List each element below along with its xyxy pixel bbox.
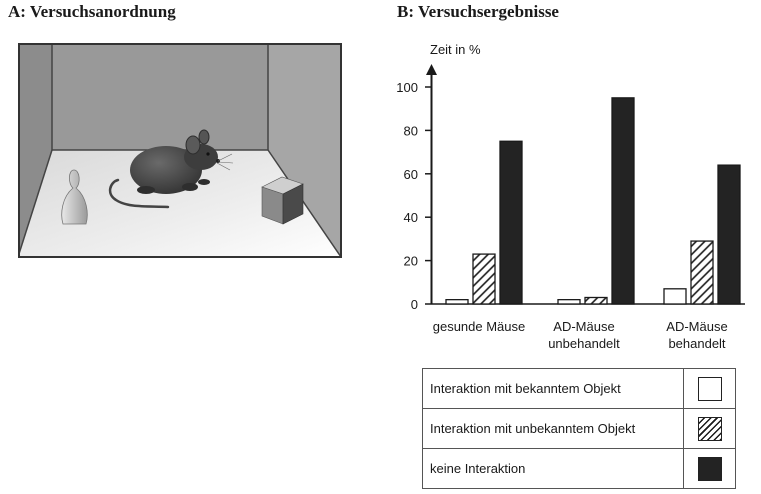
legend-label-none: keine Interaktion	[423, 449, 684, 489]
x-tick-label: gesunde Mäuse	[432, 319, 526, 334]
legend-swatch-hatched	[698, 417, 722, 441]
y-tick-label: 40	[403, 210, 418, 226]
y-tick-label: 20	[403, 253, 418, 269]
y-tick-label: 60	[403, 166, 418, 182]
bars	[446, 98, 740, 304]
legend-swatch-white	[698, 377, 722, 401]
panel-b-heading: B: Versuchsergebnisse	[397, 2, 559, 21]
x-tick-label: unbehandelt	[548, 336, 620, 351]
legend-label-known: Interaktion mit bekanntem Objekt	[423, 369, 684, 409]
x-tick-labels	[433, 319, 728, 351]
legend-swatch-cell	[684, 449, 736, 489]
legend	[422, 368, 736, 489]
y-tick-label: 80	[403, 123, 418, 139]
y-tick-label: 100	[396, 80, 418, 95]
x-tick-label: behandelt	[668, 336, 726, 351]
legend-row	[423, 449, 736, 489]
bar-black-0	[500, 141, 522, 304]
legend-label-unknown: Interaktion mit unbekanntem Objekt	[423, 409, 684, 449]
bar-hatch-2	[691, 241, 713, 304]
y-axis-arrowhead	[426, 64, 437, 75]
y-tick-label: 0	[410, 297, 418, 312]
legend-swatch-black	[698, 457, 722, 481]
legend-swatch-cell	[684, 409, 736, 449]
bar-hatch-1	[585, 297, 607, 304]
bar-black-2	[718, 165, 740, 304]
x-tick-label: AD-Mäuse	[553, 319, 615, 334]
x-tick-label: AD-Mäuse	[666, 319, 728, 334]
bar-hatch-0	[473, 254, 495, 304]
legend-row	[423, 409, 736, 449]
panel-a-heading: A: Versuchsanordnung	[8, 2, 176, 21]
y-axis-label: Zeit in %	[430, 42, 481, 57]
bar-white-1	[558, 300, 580, 304]
y-ticks	[396, 80, 431, 312]
bar-black-1	[612, 98, 634, 304]
bar-white-2	[664, 289, 686, 304]
legend-row	[423, 369, 736, 409]
legend-swatch-cell	[684, 369, 736, 409]
bar-white-0	[446, 300, 468, 304]
